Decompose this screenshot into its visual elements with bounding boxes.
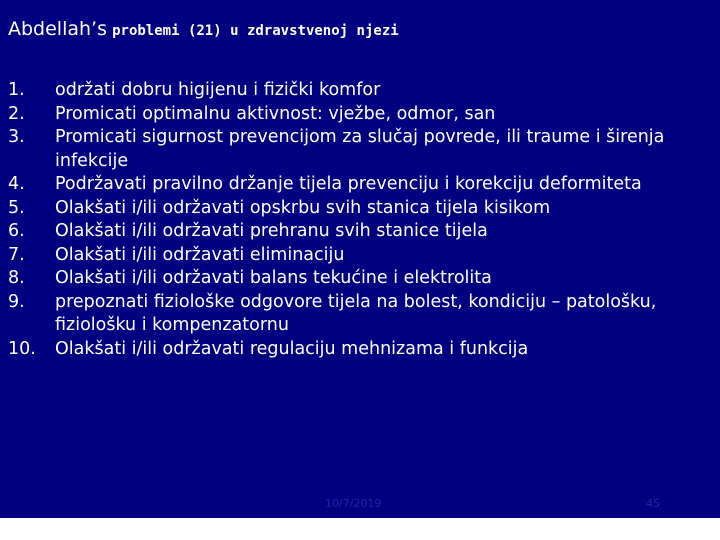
list-item xyxy=(8,103,668,127)
item-number: 5. xyxy=(8,197,25,218)
title-author: Abdellah’s xyxy=(8,18,107,40)
item-text: Promicati optimalnu aktivnost: vježbe, odmor, san xyxy=(55,103,496,124)
list-item xyxy=(8,126,668,173)
item-number: 2. xyxy=(8,103,25,124)
item-text: Podržavati pravilno držanje tijela prevenciju i korekciju deformiteta xyxy=(55,174,642,194)
item-text: Olakšati i/ili održavati prehranu svih stanice tijela xyxy=(55,221,488,241)
item-text: Olakšati i/ili održavati balans tekućine i elektrolita xyxy=(55,268,492,288)
list-item xyxy=(8,197,668,221)
item-text: Olakšati i/ili održavati opskrbu svih stanica tijela kisikom xyxy=(55,197,551,218)
list-item xyxy=(8,79,668,103)
list-item xyxy=(8,291,668,338)
item-text: održati dobru higijenu i fizički komfor xyxy=(55,80,381,100)
item-text: Olakšati i/ili održavati regulaciju mehnizama i funkcija xyxy=(55,338,529,359)
list-item xyxy=(8,173,668,197)
item-number: 3. xyxy=(8,127,25,147)
list-item xyxy=(8,220,668,244)
footer-page-number: 45 xyxy=(646,497,660,510)
slide-title xyxy=(8,18,399,40)
item-number: 6. xyxy=(8,221,25,241)
item-number: 8. xyxy=(8,268,25,288)
item-number: 10. xyxy=(8,338,36,359)
list-item xyxy=(8,244,668,268)
item-text: Olakšati i/ili održavati eliminaciju xyxy=(55,244,345,265)
item-number: 1. xyxy=(8,80,25,100)
problem-list xyxy=(8,79,668,361)
title-text: problemi (21) u zdravstvenoj njezi xyxy=(112,23,399,39)
item-text: Promicati sigurnost prevencijom za slučaj povrede, ili traume i širenja infekcije xyxy=(55,127,665,171)
item-text: prepoznati fiziološke odgovore tijela na bolest, kondiciju – patološku, fiziološku i kompenzatornu xyxy=(55,291,657,335)
list-item xyxy=(8,267,668,291)
item-number: 9. xyxy=(8,291,25,312)
footer-date: 10/7/2019 xyxy=(325,497,382,510)
item-number: 7. xyxy=(8,244,25,265)
list-item xyxy=(8,338,668,362)
item-number: 4. xyxy=(8,174,25,194)
